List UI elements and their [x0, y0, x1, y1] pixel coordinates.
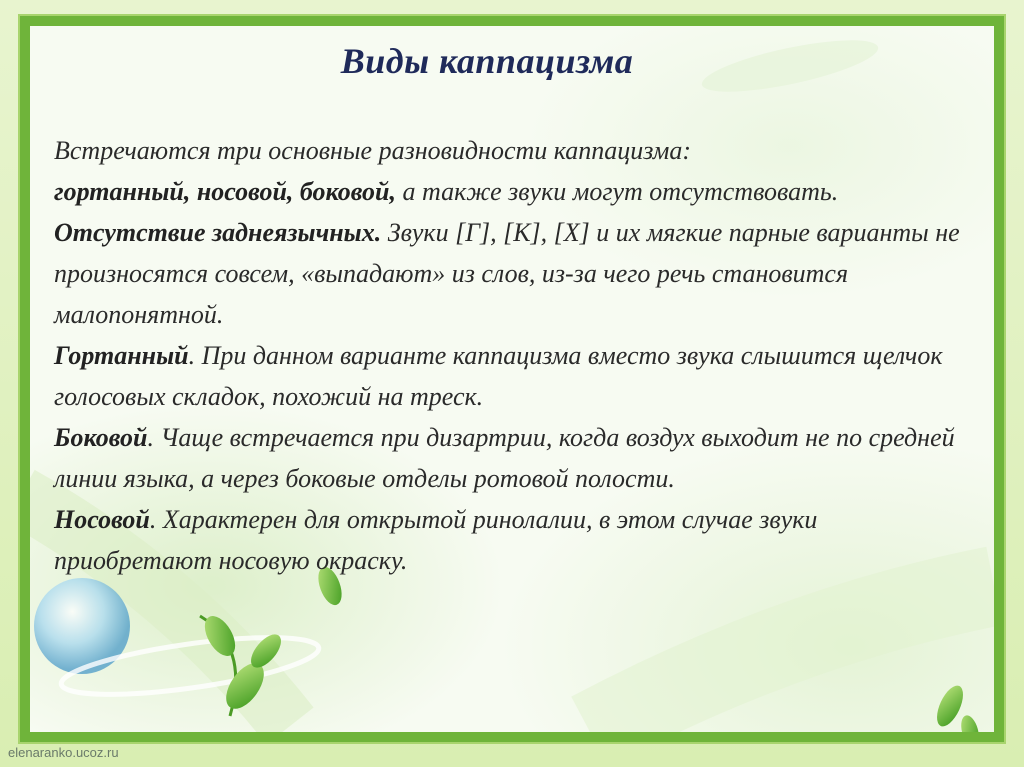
slide-body [54, 130, 964, 581]
paragraph-guttural: Гортанный. При данном варианте каппацизма вместо звука слышится щелчок голосовых складок, похожий на треск. [54, 341, 943, 411]
paragraph-absence: Отсутствие заднеязычных. Звуки [Г], [К], [Х] и их мягкие парные варианты не произносятся совсем, «выпадают» из слов, из-за чего речь становится малопонятной. [54, 218, 960, 329]
paragraph-intro: Встречаются три основные разновидности каппацизма: [54, 136, 692, 165]
slide-title: Виды каппацизма [340, 41, 634, 81]
paragraph-types: гортанный, носовой, боковой, а также звуки могут отсутствовать. [54, 177, 839, 206]
paragraph-lateral: Боковой. Чаще встречается при дизартрии, когда воздух выходит не по средней линии языка, а через боковые отделы ротовой полости. [54, 423, 955, 493]
paragraph-nasal: Носовой. Характерен для открытой ринолалии, в этом случае звуки приобретают носовую окраску. [54, 505, 818, 575]
footer-site: elenaranko.ucoz.ru [8, 745, 119, 760]
slide-content [30, 26, 994, 732]
